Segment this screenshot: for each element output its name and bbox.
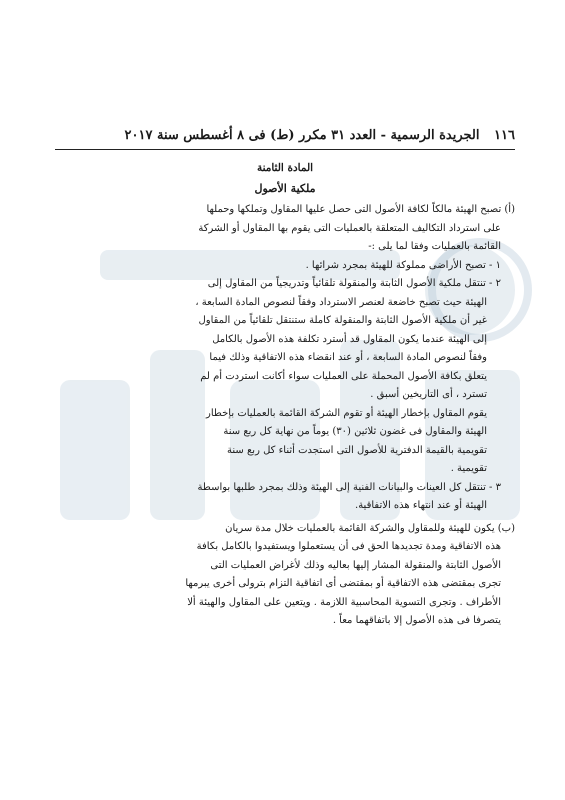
article-number: المادة الثامنة	[256, 162, 314, 174]
item-2-line: الهيئة حيث تصبح خاضعة لعنصر الاسترداد وفقاً لنصوص المادة السابعة ،	[195, 296, 487, 308]
item-2-line: إلى الهيئة عندما يكون المقاول قد أسترد تكلفة هذه الأصول بالكامل	[212, 333, 487, 345]
article-title: ملكية الأصول	[254, 182, 316, 195]
section-a-line: (أ) تصبح الهيئة مالكاً لكافة الأصول التى حصل عليها المقاول وتملكها وحملها	[206, 204, 515, 215]
section-b-line: يتصرفا فى هذه الأصول إلا باتفاقهما معاً .	[332, 615, 501, 626]
document-page	[55, 128, 515, 631]
item-3-line: ٣ - تنتقل كل العينات والبيانات الفنية إلى الهيئة وذلك بمجرد طلبها بواسطة	[197, 481, 501, 493]
item-2	[55, 275, 515, 405]
section-b-line: تجرى بمقتضى هذه الاتفاقية أو بمقتضى أى اتفاقية التزام بترولى أخرى يبرمها	[185, 578, 501, 589]
item-2-line: وفقاً لنصوص المادة السابعة ، أو عند انقضاء هذه الاتفاقية وذلك فيما	[209, 352, 487, 363]
section-a	[55, 201, 515, 516]
item-2-line: ٢ - تنتقل ملكية الأصول الثابتة والمنقولة تلقائياً وتدريجياً من المقاول إلى	[207, 278, 501, 289]
item-3-line: الهيئة أو عند انتهاء هذه الاتفاقية.	[355, 500, 487, 511]
item-2-line: غير أن ملكية الأصول الثابتة والمنقولة كاملة ستنتقل تلقائياً من المقاول	[198, 315, 487, 326]
page-header	[55, 128, 515, 150]
item-2-line: يتعلق بكافة الأصول المحملة على العمليات سواء أكانت استردت أم لم	[200, 370, 487, 382]
notification-line: تقويمية .	[450, 463, 487, 474]
section-b-line: هذه الاتفاقية ومدة تجديدها الحق فى أن يستعملوا ويستفيدوا بالكامل بكافة	[196, 541, 501, 552]
notification-line: يقوم المقاول بإخطار الهيئة أو تقوم الشركة القائمة بالعمليات بإخطار	[206, 407, 487, 419]
notification-line: تقويمية بالقيمة الدفترية للأصول التى استجدت أثناء كل ربع سنة	[227, 444, 487, 456]
section-b-line: الأصول الثابتة والمنقولة المشار إليها بعاليه وذلك لأغراض العمليات التى	[210, 559, 501, 571]
page-number: ١١٦	[494, 128, 515, 143]
item-2-line: تسترد ، أى التاريخين أسبق .	[370, 389, 487, 400]
notification-paragraph	[55, 405, 515, 479]
section-b-line: (ب) يكون للهيئة وللمقاول والشركة القائمة بالعمليات خلال مدة سريان	[225, 522, 515, 534]
gazette-title: الجريدة الرسمية - العدد ٣١ مكرر (ط) فى ٨ أغسطس سنة ٢٠١٧	[124, 128, 480, 143]
section-b	[55, 520, 515, 631]
item-1: ١ - تصبح الأراضى مملوكة للهيئة بمجرد شرائها .	[305, 259, 501, 271]
item-3	[55, 479, 515, 516]
section-b-line: الأطراف . وتجرى التسوية المحاسبية اللازمة . ويتعين على المقاول والهيئة ألا	[187, 596, 501, 608]
section-a-line: القائمة بالعمليات وفقا لما يلى :-	[368, 241, 501, 252]
section-a-line: على استرداد التكاليف المتعلقة بالعمليات التى يقوم بها المقاول أو الشركة	[198, 222, 501, 234]
notification-line: الهيئة والمقاول فى غضون ثلاثين (٣٠) يوماً من نهاية كل ربع سنة	[223, 426, 487, 437]
